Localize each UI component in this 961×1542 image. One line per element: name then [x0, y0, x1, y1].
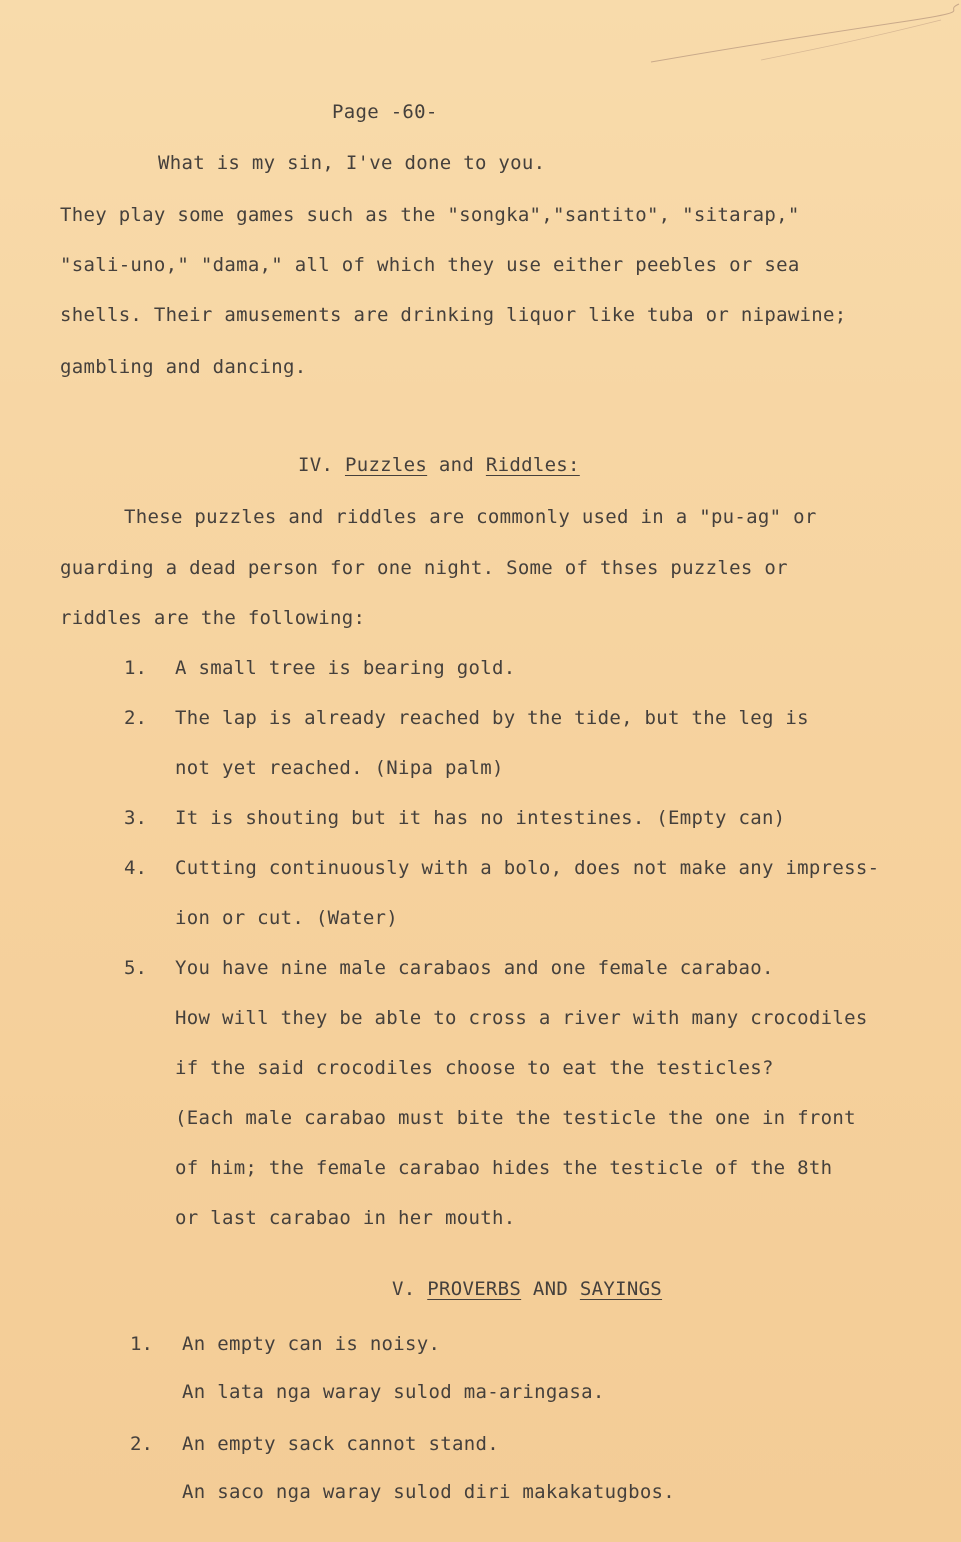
section-iv-title-puzzles: Puzzles: [344, 454, 428, 476]
riddle-text: or last carabao in her mouth.: [175, 1207, 516, 1229]
riddle-number: 2.: [124, 707, 147, 729]
proverb-local: An lata nga waray sulod ma-aringasa.: [182, 1381, 605, 1403]
riddle-number: 3.: [124, 807, 147, 829]
riddle-text: (Each male carabao must bite the testicle the one in front: [175, 1107, 856, 1129]
riddle-number: 1.: [124, 657, 147, 679]
riddle-text: ion or cut. (Water): [175, 907, 399, 929]
games-line-1: They play some games such as the "songka","santito", "sitarap,": [60, 204, 800, 226]
section-v-title-proverbs: PROVERBS: [427, 1278, 522, 1300]
proverb-local: An saco nga waray sulod diri makakatugbos.: [182, 1481, 676, 1503]
riddle-number: 5.: [124, 957, 147, 979]
riddle-text: How will they be able to cross a river with many crocodiles: [175, 1007, 868, 1029]
section-iv-numeral: IV.: [298, 454, 334, 476]
riddle-text: A small tree is bearing gold.: [175, 657, 516, 679]
section-v-title-and: AND: [532, 1278, 569, 1300]
riddle-text: of him; the female carabao hides the testicle of the 8th: [175, 1157, 833, 1179]
riddle-text: Cutting continuously with a bolo, does not make any impress-: [175, 857, 880, 879]
section-v-numeral: V.: [392, 1278, 416, 1300]
riddle-text: not yet reached. (Nipa palm): [175, 757, 504, 779]
section-v-title-sayings: SAYINGS: [579, 1278, 663, 1300]
page-number: Page -60-: [332, 101, 438, 123]
riddles-intro-line-3: riddles are the following:: [60, 607, 366, 629]
section-iv-heading: [298, 453, 580, 477]
games-line-2: "sali-uno," "dama," all of which they use either peebles or sea: [60, 254, 800, 276]
games-line-4: gambling and dancing.: [60, 356, 307, 378]
riddle-text: if the said crocodiles choose to eat the testicles?: [175, 1057, 774, 1079]
riddle-text: It is shouting but it has no intestines. (Empty can): [175, 807, 786, 829]
section-v-heading: [392, 1277, 662, 1301]
proverb-english: An empty can is noisy.: [182, 1333, 441, 1355]
section-iv-title-and: and: [438, 454, 475, 476]
riddle-text: The lap is already reached by the tide, but the leg is: [175, 707, 809, 729]
riddle-number: 4.: [124, 857, 147, 879]
proverb-number: 2.: [130, 1433, 153, 1455]
corner-pencil-mark: [641, 0, 961, 80]
riddles-intro-line-2: guarding a dead person for one night. Some of thses puzzles or: [60, 557, 788, 579]
intro-line: What is my sin, I've done to you.: [158, 152, 546, 174]
section-iv-title-riddles: Riddles:: [485, 454, 580, 476]
riddles-intro-line-1: These puzzles and riddles are commonly used in a "pu-ag" or: [124, 506, 817, 528]
riddle-text: You have nine male carabaos and one female carabao.: [175, 957, 774, 979]
proverb-number: 1.: [130, 1333, 153, 1355]
proverb-english: An empty sack cannot stand.: [182, 1433, 499, 1455]
games-line-3: shells. Their amusements are drinking liquor like tuba or nipawine;: [60, 304, 847, 326]
